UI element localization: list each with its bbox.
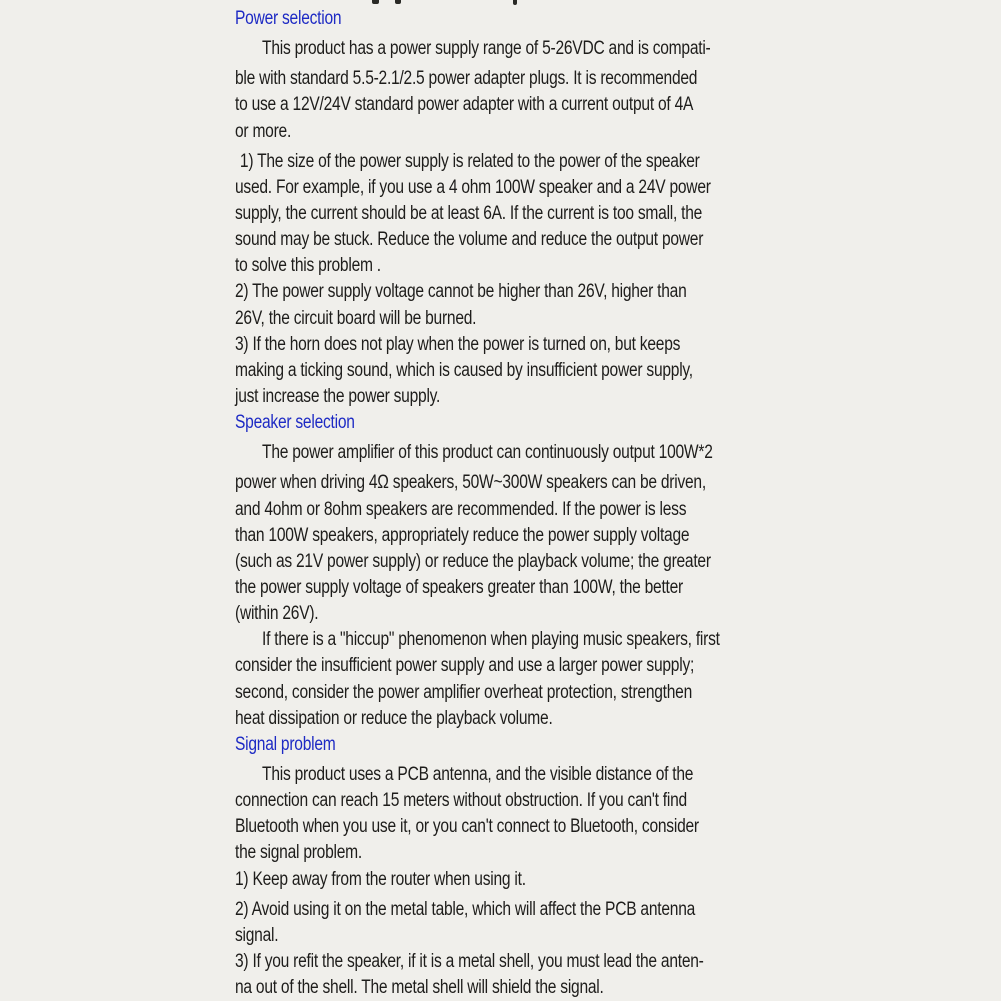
body-line: second, consider the power amplifier overheat protection, strengthen [235, 681, 693, 703]
body-line: heat dissipation or reduce the playback volume. [235, 707, 553, 729]
body-line: This product has a power supply range of 5-26VDC and is compati- [262, 38, 711, 60]
body-line: the power supply voltage of speakers greater than 100W, the better [235, 576, 683, 598]
body-line: 2) The power supply voltage cannot be higher than 26V, higher than [235, 281, 687, 303]
body-line: 1) The size of the power supply is related to the power of the speaker [239, 150, 700, 172]
body-line: and 4ohm or 8ohm speakers are recommended. If the power is less [235, 498, 687, 520]
body-line: This product uses a PCB antenna, and the visible distance of the [262, 763, 694, 785]
body-line: Bluetooth when you use it, or you can't connect to Bluetooth, consider [235, 816, 699, 838]
body-line: supply, the current should be at least 6A. If the current is too small, the [235, 202, 703, 224]
body-line: consider the insufficient power supply and use a larger power supply; [235, 655, 695, 677]
body-line: than 100W speakers, appropriately reduce the power supply voltage [235, 524, 690, 546]
body-line: signal. [235, 924, 279, 946]
body-line: used. For example, if you use a 4 ohm 100W speaker and a 24V power [235, 176, 711, 198]
body-line: power when driving 4Ω speakers, 50W~300W speakers can be driven, [235, 472, 706, 494]
body-line: the signal problem. [235, 842, 362, 864]
body-line: or more. [235, 120, 292, 142]
body-line: The power amplifier of this product can continuously output 100W*2 [262, 442, 713, 464]
body-line: sound may be stuck. Reduce the volume and reduce the output power [235, 229, 704, 251]
clipped-text-fragment [372, 0, 379, 4]
body-line: making a ticking sound, which is caused by insufficient power supply, [235, 359, 693, 381]
body-line: 3) If the horn does not play when the power is turned on, but keeps [235, 333, 681, 355]
body-line: If there is a "hiccup" phenomenon when playing music speakers, first [262, 629, 720, 651]
body-line: (within 26V). [235, 603, 319, 625]
body-line: 2) Avoid using it on the metal table, which will affect the PCB antenna [235, 898, 696, 920]
section-heading-speaker-selection: Speaker selection [235, 412, 355, 434]
section-heading-power-selection: Power selection [235, 8, 342, 29]
section-heading-signal-problem: Signal problem [235, 733, 336, 755]
body-line: just increase the power supply. [235, 385, 441, 407]
body-line: to solve this problem . [235, 255, 381, 277]
clipped-text-fragment [513, 0, 517, 5]
body-line: 1) Keep away from the router when using it. [235, 868, 526, 890]
body-line: to use a 12V/24V standard power adapter with a current output of 4A [235, 94, 694, 116]
body-line: (such as 21V power supply) or reduce the playback volume; the greater [235, 550, 711, 572]
body-line: na out of the shell. The metal shell will shield the signal. [235, 977, 604, 999]
body-line: 26V, the circuit board will be burned. [235, 307, 477, 329]
body-line: ble with standard 5.5-2.1/2.5 power adapter plugs. It is recommended [235, 68, 698, 90]
body-line: 3) If you refit the speaker, if it is a metal shell, you must lead the anten- [235, 950, 704, 972]
clipped-text-fragment [395, 0, 401, 4]
body-line: connection can reach 15 meters without obstruction. If you can't find [235, 790, 687, 812]
manual-text-column [235, 6, 776, 1001]
